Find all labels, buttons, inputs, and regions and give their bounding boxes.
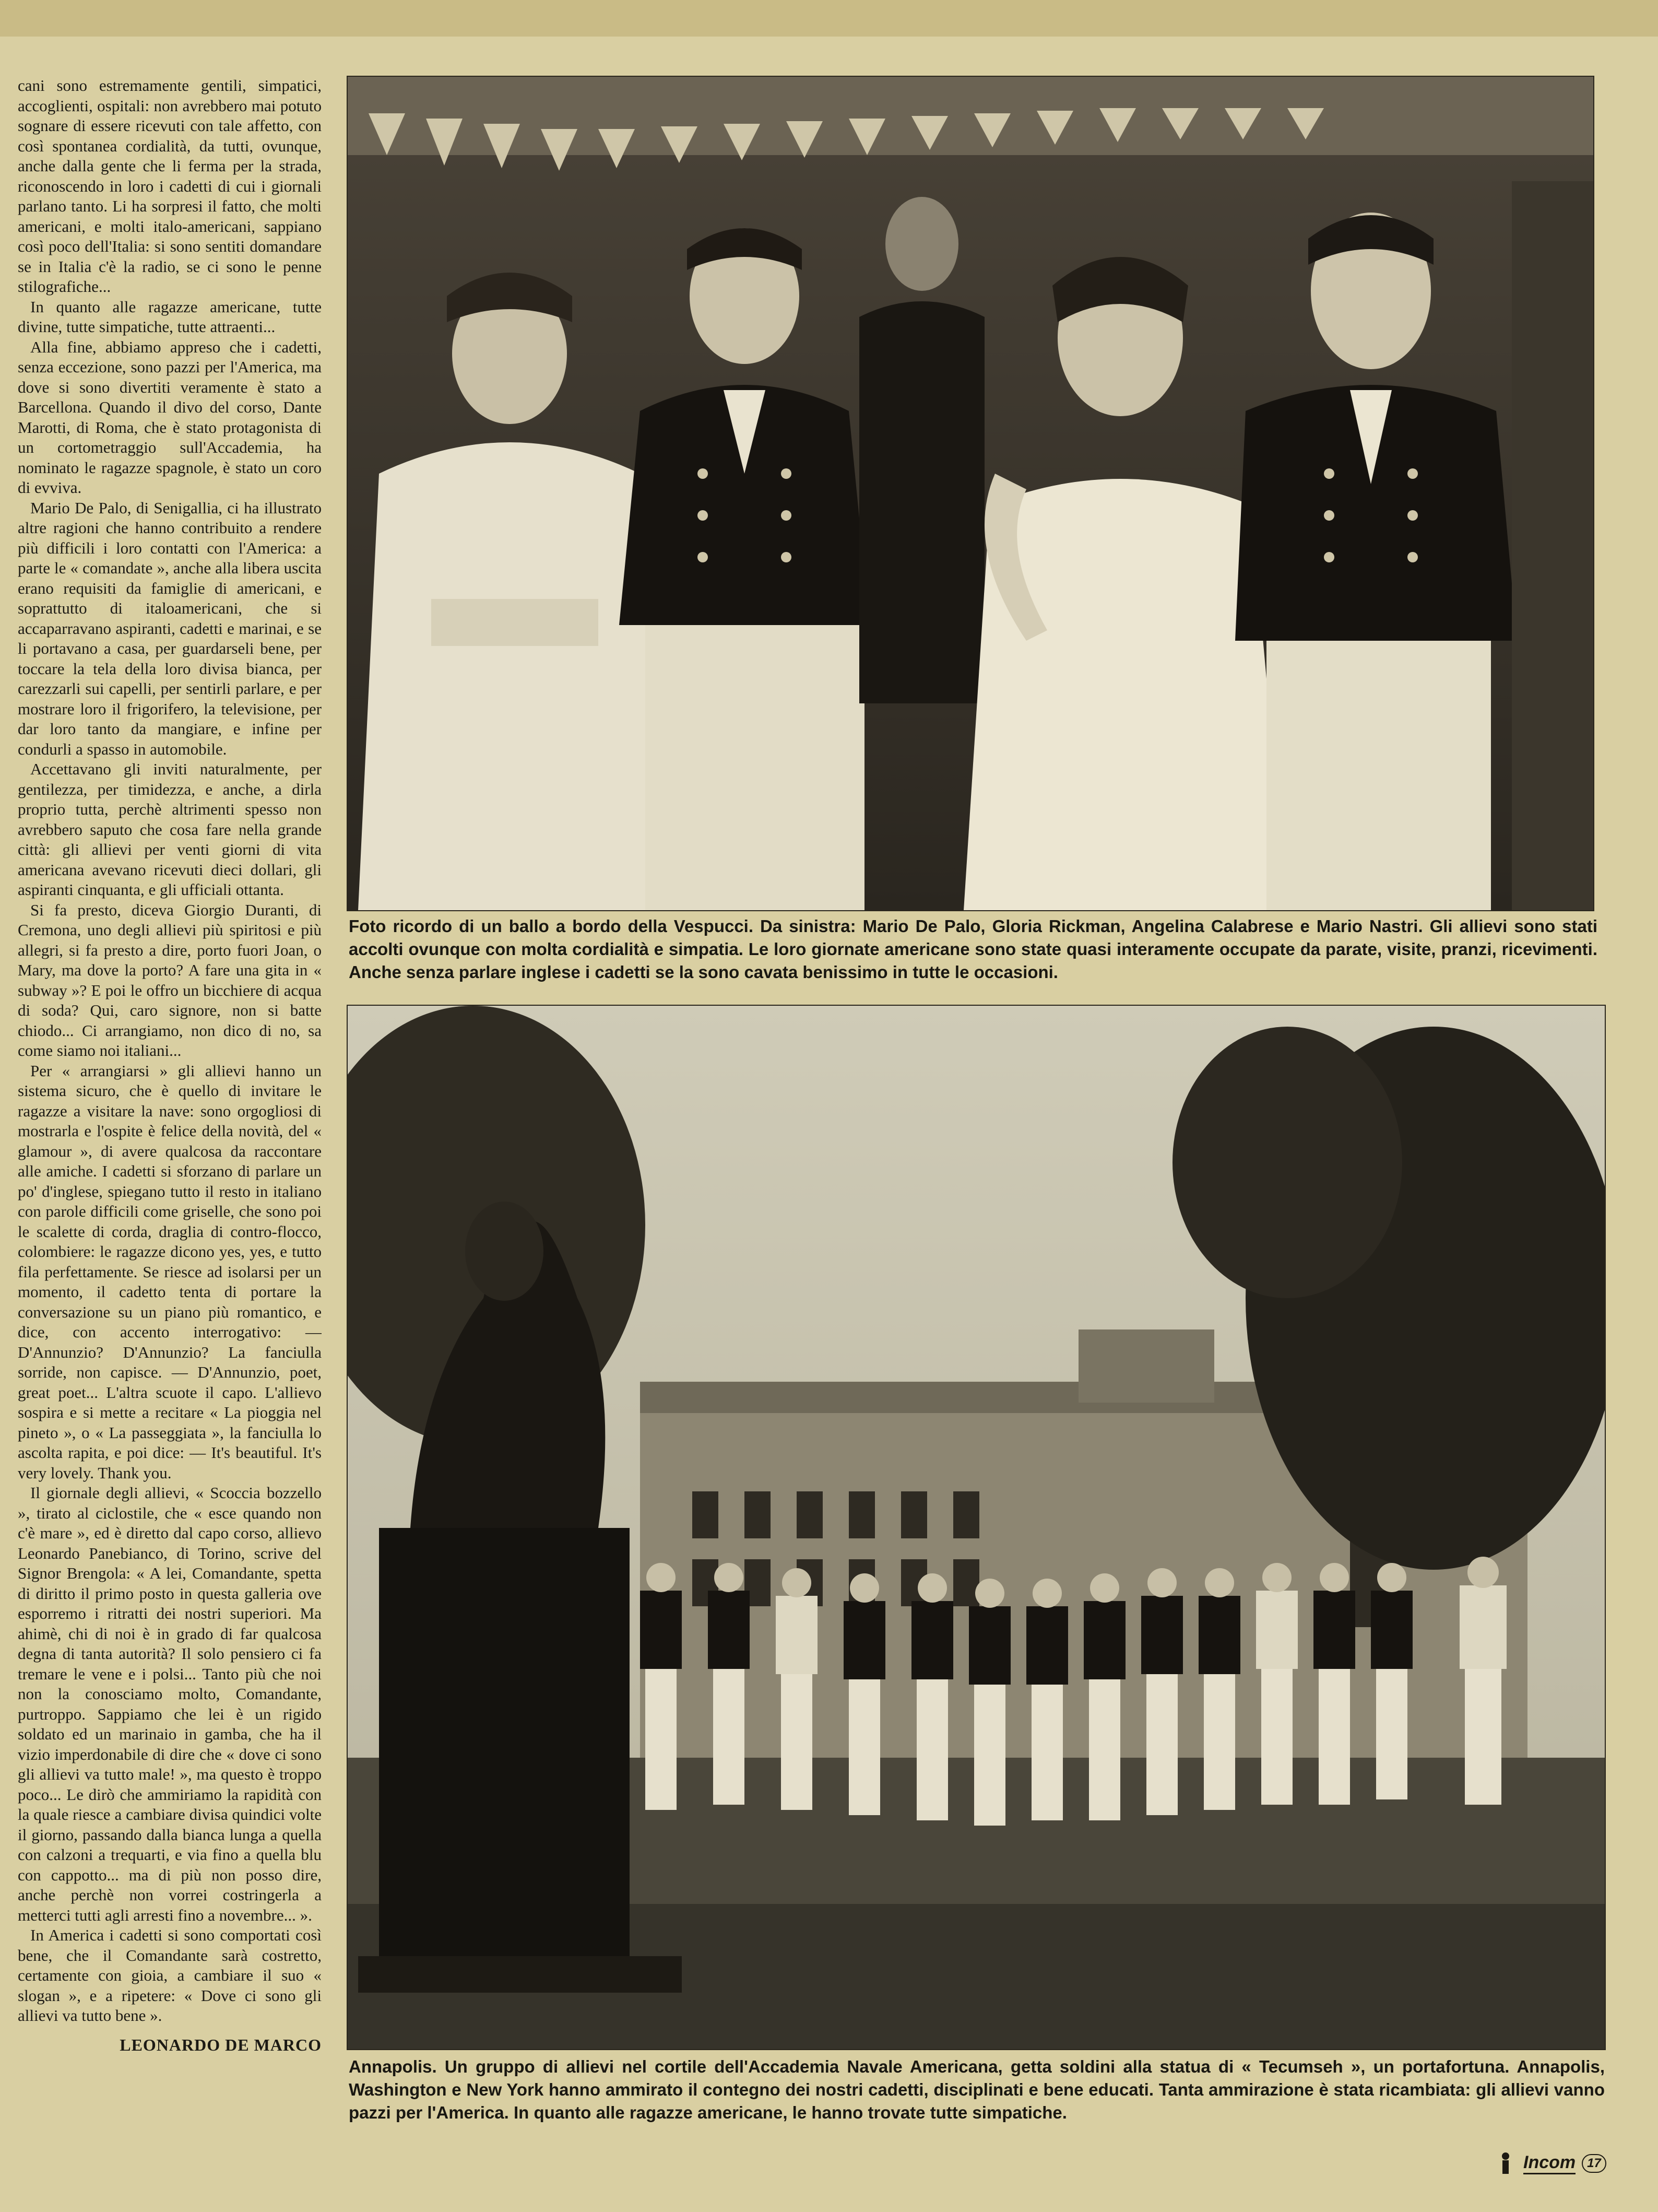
ball-photo — [347, 76, 1594, 911]
annapolis-photo-caption: Annapolis. Un gruppo di allievi nel cortile dell'Accademia Navale Americana, getta soldini alla statua di « Tecumseh », un portafortuna. Annapolis, Washington e New York hanno ammirato il contegno dei nostri cadetti, disciplinati e bene educati. Tanta ammirazione è stata ricambiata: gli allievi vanno pazzi per l'America. In quanto alle ragazze americane, le hanno trovate tutte simpatiche. — [349, 2057, 1605, 2122]
article-column — [18, 76, 322, 2175]
author-byline: LEONARDO DE MARCO — [120, 2035, 322, 2054]
ball-photo-caption: Foto ricordo di un ballo a bordo della Vespucci. Da sinistra: Mario De Palo, Gloria Rickman, Angelina Calabrese e Mario Nastri. Gli allievi sono stati accolti ovunque con molta cordialità e simpatia. Le loro giornate americane sono state quasi interamente occupate da parate, visite, pranzi, ricevimenti. Anche senza parlare inglese i cadetti se la sono cavata benissimo in tutte le occasioni. — [349, 916, 1597, 982]
ball-photo-illustration — [348, 77, 1593, 910]
incom-logo-icon — [1494, 2151, 1517, 2176]
article-paragraph: cani sono estremamente gentili, simpatici, accoglienti, ospitali: non avrebbero mai potuto sognare di essere ricevuti con tale affetto, con così spontanea cordialità, da tutti, ovunque, anche dalla gente che li ferma per la strada, riconoscendo in loro i cadetti di cui i giornali parlano tanto. Li ha sorpresi il fatto, che molti americani, e molti italo-americani, sappiano così poco dell'Italia: si sono sentiti domandare se in Italia c'è la radio, se ci sono le penne stilografiche... — [18, 76, 322, 296]
page-top-edge — [0, 0, 1658, 37]
magazine-brand: Incom — [1523, 2152, 1576, 2174]
article-paragraph: In America i cadetti si sono comportati così bene, che il Comandante sarà costretto, certamente con gioia, a cambiare il suo « slogan », e a ripetere: « Dove ci sono gli allievi va tutto bene ». — [18, 1926, 322, 2025]
article-paragraph: Accettavano gli inviti naturalmente, per gentilezza, per timidezza, e anche, a dirla proprio tutta, perchè altrimenti spesso non avrebbero saputo che cosa fare nella grande città: gli allievi per venti giorni di vita americana avevano ricevuti dieci dollari, gli aspiranti cinquanta, e gli ufficiali ottanta. — [18, 760, 322, 899]
article-paragraph: Si fa presto, diceva Giorgio Duranti, di Cremona, uno degli allievi più spiritosi e più allegri, si fa presto a dire, porto fuori Joan, o Mary, ma dove la porto? A fare una gita in « subway »? E poi le offro un bicchiere di acqua di soda? Qui, caro signore, non si batte chiodo... Ci arrangiamo, non dico di no, sa come siamo noi italiani... — [18, 900, 322, 1060]
article-paragraph: Per « arrangiarsi » gli allievi hanno un sistema sicuro, che è quello di invitare le ragazze a visitare la nave: sono orgogliosi di mostrarla e l'ospite è felice della novità, del « glamour », di avere qualcosa da raccontare alle amiche. I cadetti si sforzano di parlare un po' d'inglese, spiegano tutto il resto in italiano con parole difficili come griselle, che sono poi le scalette di corda, draglia di contro-flocco, colombiere: le ragazze dicono yes, yes, e tutto fila perfettamente. Se riesce ad isolarsi per un momento, il cadetto tenta di portare la conversazione su un piano più romantico, e dice, con accento interrogativo: — D'Annunzio? D'Annunzio? La fanciulla sorride, non capisce. — D'Annunzio, poet, great poet... L'altra scuote il capo. L'allievo sospira e si mette a recitare « La pioggia nel pineto », o « La passeggiata », la fanciulla lo ascolta rapita, e poi dice: — It's beautiful. It's very lovely. Thank you. — [18, 1061, 322, 1482]
article-paragraph: Alla fine, abbiamo appreso che i cadetti, senza eccezione, sono pazzi per l'America, ma dove si sono divertiti veramente è stato a Barcellona. Quando il divo del corso, Dante Marotti, di Roma, che è stato protagonista di un cortometraggio sull'Accademia, ha nominato le ragazze spagnole, è stato un coro di evviva. — [18, 337, 322, 497]
page-number: 17 — [1582, 2154, 1606, 2173]
article-paragraph: Mario De Palo, di Senigallia, ci ha illustrato altre ragioni che hanno contribuito a rendere più difficili i loro contatti con l'America: a parte le « comandate », anche alla libera uscita erano requisiti da famiglie di americani, e soprattutto di italoamericani, che si accaparravano aspiranti, cadetti e marinai, e se li portavano a casa, per guardarseli bene, per toccare la tela della loro divisa bianca, per carezzarli sui capelli, per sentirli parlare, e per mostrare loro il frigorifero, la televisione, per dar loro tanto da mangiare, e infine per condurli a spasso in automobile. — [18, 498, 322, 758]
annapolis-photo — [347, 1005, 1606, 2050]
page-folio — [1494, 2145, 1625, 2182]
article-paragraph: Il giornale degli allievi, « Scoccia bozzello », tirato al ciclostile, che « esce quando non c'è mare », ed è diretto dal capo corso, allievo Leonardo Panebianco, di Torino, scrive del Signor Brengola: « A lei, Comandante, spetta di diritto il primo posto in questa galleria ove esporremo i ritratti dei nostri superiori. Ma ahimè, chi di noi è in grado di far qualcosa degna di tanta autorità? Il solo pensiero ci fa tremare le vene e i polsi... Tanto più che noi non la conosciamo molto, Comandante, purtroppo. Sappiamo che lei è un rigido soldato ed un marinaio in gamba, che ha il vizio imperdonabile di dire che « dove ci sono gli allievi va tutto male! », ma questo è troppo poco... Le dirò che ammiriamo la rapidità con la quale riesce a cambiare divisa quindici volte il giorno, passando dalla bianca lunga a quella con calzoni a trequarti, e via fino a quella blu con cappotto... ma di più non posso dire, anche perchè non vorrei costringerla a metterci tutti agli arresti fino a novembre... ». — [18, 1484, 322, 1924]
annapolis-photo-illustration — [348, 1006, 1605, 2049]
article-paragraph: In quanto alle ragazze americane, tutte divine, tutte simpatiche, tutte attraenti... — [18, 297, 322, 336]
